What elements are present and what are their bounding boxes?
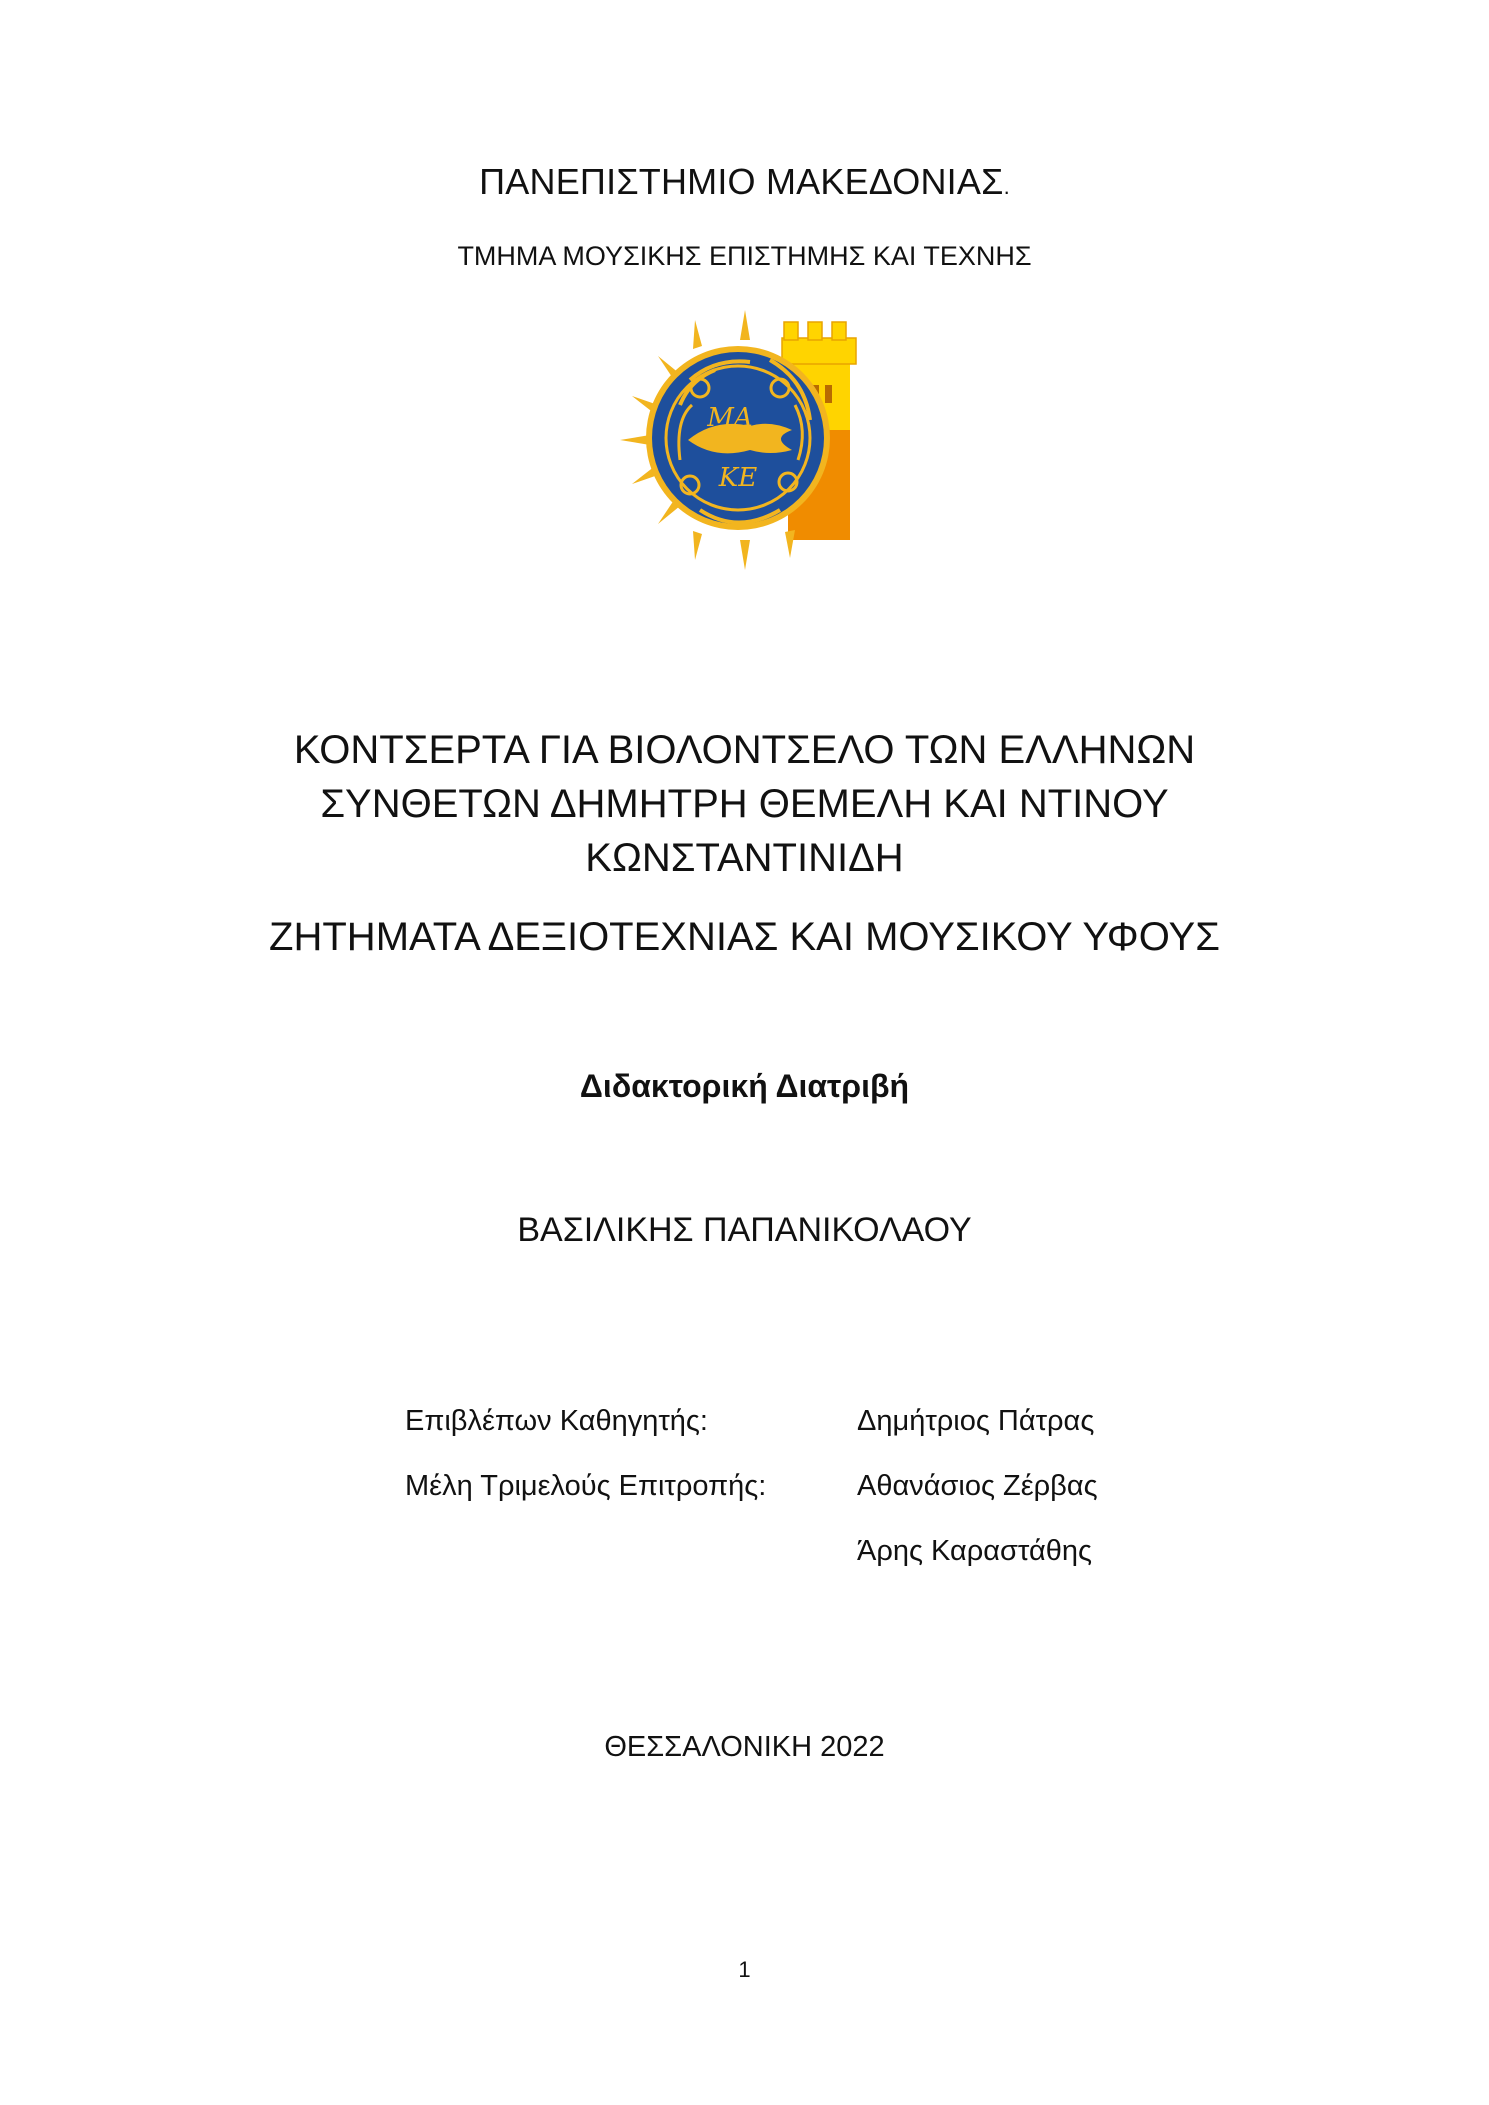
coin-emblem [646,346,830,530]
department-name: ΤΜΗΜΑ ΜΟΥΣΙΚΗΣ ΕΠΙΣΤΗΜΗΣ ΚΑΙ ΤΕΧΝΗΣ [457,241,1032,271]
author-name: ΒΑΣΙΛΙΚΗΣ ΠΑΠΑΝΙΚΟΛΑΟΥ [517,1211,972,1249]
committee-member-name: Δημήτριος Πάτρας [857,1405,1095,1437]
thesis-title-line: ΚΟΝΤΣΕΡΤΑ ΓΙΑ ΒΙΟΛΟΝΤΣΕΛΟ ΤΩΝ ΕΛΛΗΝΩΝ [293,728,1196,772]
committee-role: Μέλη Τριμελούς Επιτροπής: [405,1470,767,1502]
logo-text-bottom: ΚΕ [718,463,758,493]
committee-role: Επιβλέπων Καθηγητής: [405,1405,708,1437]
university-name [0,161,1489,203]
place-and-year: ΘΕΣΣΑΛΟΝΙΚΗ 2022 [604,1731,885,1763]
thesis-title-line: ΣΥΝΘΕΤΩΝ ΔΗΜΗΤΡΗ ΘΕΜΕΛΗ ΚΑΙ ΝΤΙΝΟΥ [320,782,1169,826]
university-name-text: ΠΑΝΕΠΙΣΤΗΜΙΟ ΜΑΚΕΔΟΝΙΑΣ [479,161,1004,202]
page-number: 1 [738,1957,751,1982]
thesis-subtitle: ΖΗΤΗΜΑΤΑ ΔΕΞΙΟΤΕΧΝΙΑΣ ΚΑΙ ΜΟΥΣΙΚΟΥ ΥΦΟΥΣ [269,915,1220,959]
committee-member-name: Άρης Καραστάθης [857,1535,1092,1567]
logo-text-top: ΜΑ [707,403,753,433]
university-logo [620,310,870,570]
thesis-title [0,723,1489,885]
committee-member-name: Αθανάσιος Ζέρβας [857,1470,1098,1502]
document-type: Διδακτορική Διατριβή [579,1068,910,1104]
university-name-dot: . [1003,174,1010,199]
thesis-title-line: ΚΩΝΣΤΑΝΤΙΝΙΔΗ [585,836,904,880]
